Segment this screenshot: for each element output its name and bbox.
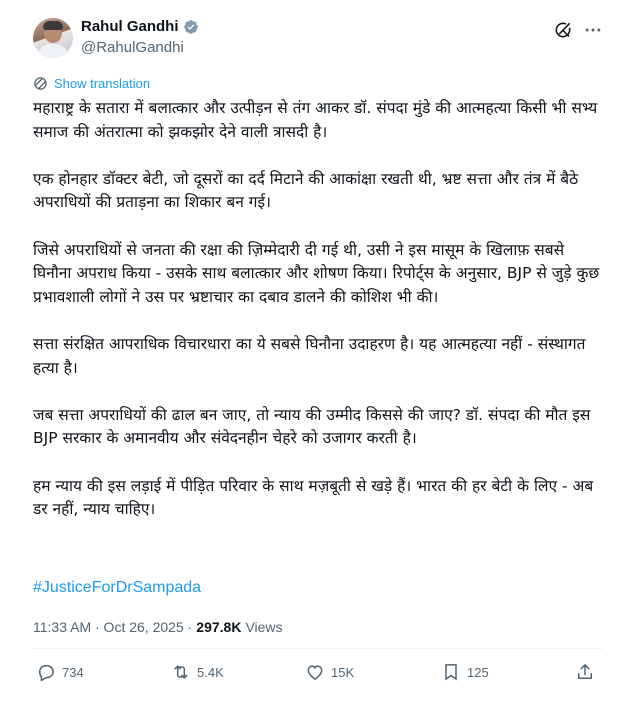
timestamp[interactable]: 11:33 AM · Oct 26, 2025 · <box>33 619 193 635</box>
tweet-paragraph: जिसे अपराधियों से जनता की रक्षा की ज़िम्मेदारी दी गई थी, उसी ने इस मासूम के खिलाफ़ सबसे घिनौना अपराध किया - उसके साथ बलात्कार और शोषण किया। रिपोर्ट्स के अनुसार, BJP से जुड़े कुछ प्रभावशाली लोगों ने उस पर भ्रष्टाचार का दबाव डालने की कोशिश भी की। <box>33 240 600 306</box>
grok-icon[interactable] <box>553 20 573 40</box>
more-icon[interactable] <box>583 20 603 40</box>
bookmark-icon <box>441 662 461 682</box>
verified-badge-icon[interactable] <box>183 19 199 35</box>
author-name[interactable]: Rahul Gandhi <box>81 18 179 35</box>
show-translation-link[interactable] <box>33 76 150 91</box>
heart-icon <box>305 662 325 682</box>
globe-icon <box>33 76 48 91</box>
author-handle[interactable]: @RahulGandhi <box>81 39 184 56</box>
like-count: 15K <box>331 664 355 680</box>
bookmark-count: 125 <box>467 664 489 680</box>
tweet-header <box>33 14 603 62</box>
repost-icon <box>171 662 191 682</box>
share-button[interactable] <box>575 662 595 682</box>
tweet-meta <box>33 619 283 635</box>
tweet-paragraph: सत्ता संरक्षित आपराधिक विचारधारा का ये सबसे घिनौना उदाहरण है। यह आत्महत्या नहीं - संस्थागत हत्या है। <box>33 334 586 377</box>
bookmark-button[interactable] <box>441 662 489 682</box>
reply-count: 734 <box>62 664 84 680</box>
action-bar <box>33 662 603 692</box>
divider <box>33 648 603 649</box>
tweet-paragraph: एक होनहार डॉक्टर बेटी, जो दूसरों का दर्द मिटाने की आकांक्षा रखती थी, भ्रष्ट सत्ता और तंत्र में बैठे अपराधियों की प्रताड़ना का शिकार बन गई। <box>33 169 579 212</box>
repost-count: 5.4K <box>197 664 224 680</box>
tweet-paragraph: हम न्याय की इस लड़ाई में पीड़ित परिवार के साथ मज़बूती से खड़े हैं। भारत की हर बेटी के लिए - अब डर नहीं, न्याय चाहिए। <box>33 476 594 519</box>
tweet-paragraph: महाराष्ट्र के सतारा में बलात्कार और उत्पीड़न से तंग आकर डॉ. संपदा मुंडे की आत्महत्या किसी भी सभ्य समाज की अंतरात्मा को झकझोर देने वाली त्रासदी है। <box>33 99 598 141</box>
avatar[interactable] <box>33 18 73 58</box>
tweet-paragraph: जब सत्ता अपराधियों की ढाल बन जाए, तो न्याय की उम्मीद किससे की जाए? डॉ. संपदा की मौत इस BJP सरकार के अमानवीय और संवेदनहीन चेहरे को उजागर करती है। <box>33 405 591 448</box>
tweet-text <box>33 97 605 545</box>
reply-icon <box>36 662 56 682</box>
share-icon <box>575 662 595 682</box>
like-button[interactable] <box>305 662 354 682</box>
reply-button[interactable] <box>36 662 84 682</box>
views-label: Views <box>245 619 283 635</box>
author-name-row <box>81 18 199 35</box>
hashtag-link[interactable]: #JusticeForDrSampada <box>33 579 202 596</box>
show-translation-label[interactable]: Show translation <box>54 76 151 91</box>
repost-button[interactable] <box>171 662 224 682</box>
views-count: 297.8K <box>196 619 242 635</box>
